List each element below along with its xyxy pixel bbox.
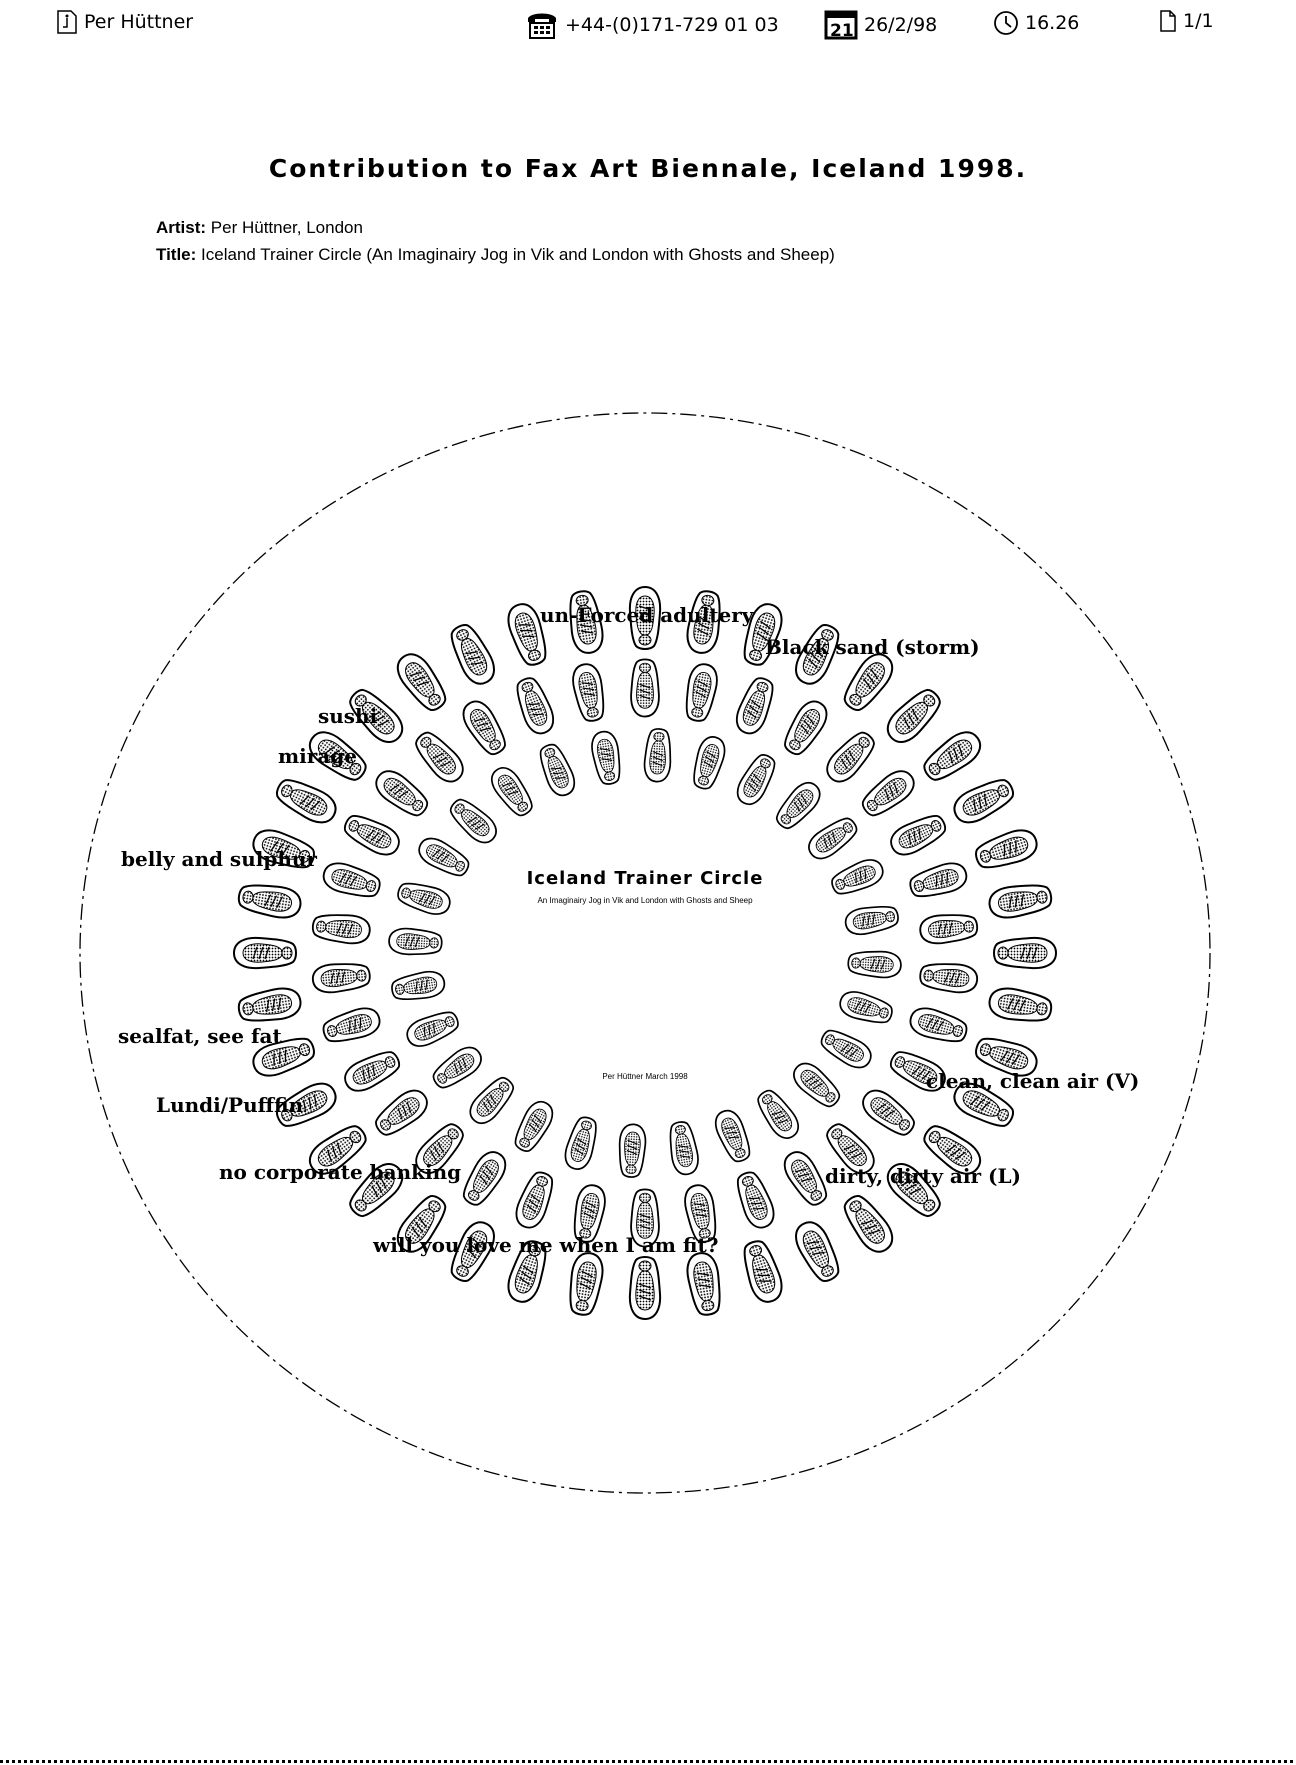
trainer-shoe <box>732 750 780 809</box>
trainer-shoe <box>458 696 512 759</box>
trainer-shoe <box>752 1086 803 1144</box>
label-un-forced-adultery: un-Forced adultery <box>540 603 754 627</box>
sender-field <box>56 10 193 34</box>
trainer-shoe <box>512 674 559 737</box>
trainer-shoe <box>370 1084 432 1141</box>
trainer-shoe <box>804 813 862 864</box>
document-title: Contribution to Fax Art Biennale, Iceland 1998. <box>268 154 1028 183</box>
trainer-shoe <box>848 950 902 979</box>
page-icon <box>1159 10 1177 32</box>
phone-number: +44-(0)171-729 01 03 <box>565 14 779 36</box>
label-black-sand: Black sand (storm) <box>765 635 980 659</box>
trainer-shoe <box>390 969 446 1003</box>
trainer-shoe <box>589 730 623 786</box>
trainer-shoe <box>732 1168 779 1231</box>
fax-sender-icon <box>56 10 78 34</box>
trainer-shoe <box>994 938 1056 968</box>
center-title: Iceland Trainer Circle <box>526 868 764 889</box>
calendar-icon <box>824 10 858 40</box>
trainer-shoe <box>987 881 1053 921</box>
page-count: 1/1 <box>1183 10 1214 32</box>
label-will-you-love-me: will you love me when I am fit? <box>373 1233 719 1257</box>
label-clean-air: clean, clean air (V) <box>926 1069 1140 1093</box>
trainer-shoe <box>445 620 500 689</box>
time-value: 16.26 <box>1025 12 1080 34</box>
page-count-field <box>1159 10 1214 32</box>
trainer-shoe <box>788 1058 844 1112</box>
sender-name: Per Hüttner <box>84 11 194 33</box>
trainer-shoe <box>666 1120 700 1176</box>
trainer-shoe <box>458 1147 512 1210</box>
trainer-shoe <box>779 696 833 759</box>
trainer-shoe <box>857 765 919 822</box>
trainer-shoe <box>881 683 946 748</box>
trainer-shoe <box>828 855 887 899</box>
label-dirty-air: dirty, dirty air (L) <box>825 1164 1021 1188</box>
trainer-shoe <box>817 1025 876 1073</box>
trainer-shoe <box>395 879 453 918</box>
trainer-shoe <box>919 912 978 945</box>
trainer-shoe <box>907 1004 969 1046</box>
shoe-rings <box>234 587 1056 1319</box>
work-title-label: Title: <box>156 245 197 264</box>
date-value: 26/2/98 <box>864 14 938 36</box>
artist-label: Artist: <box>156 218 207 237</box>
work-title-line <box>156 245 835 265</box>
trainer-shoe <box>370 765 432 822</box>
trainer-shoe <box>272 773 341 828</box>
trainer-shoe <box>630 1257 660 1319</box>
trainer-shoe <box>237 986 303 1026</box>
trainer-shoe <box>312 912 371 945</box>
trainer-shoe <box>388 928 442 957</box>
clock-icon <box>993 10 1019 36</box>
trainer-shoe <box>486 763 537 821</box>
trainer-shoe <box>512 1168 559 1231</box>
trainer-shoe <box>838 1190 899 1258</box>
trainer-shoe <box>919 961 978 994</box>
trainer-shoe <box>631 659 659 716</box>
trainer-shoe <box>711 1107 755 1166</box>
trainer-circle-artwork <box>70 395 1220 1515</box>
trainer-shoe <box>918 726 986 787</box>
trainer-shoe <box>972 826 1040 874</box>
trainer-shoe <box>644 728 673 782</box>
trainer-shoe <box>428 1042 486 1093</box>
trainer-shoe <box>685 1251 725 1317</box>
label-sealfat: sealfat, see fat <box>118 1024 282 1048</box>
label-mirage: mirage <box>278 744 357 768</box>
svg-text:21: 21 <box>830 21 854 40</box>
trainer-shoe <box>907 859 969 901</box>
artist-line <box>156 218 363 238</box>
trainer-shoe <box>682 662 720 723</box>
trainer-shoe <box>391 648 452 716</box>
trainer-shoe <box>837 988 895 1027</box>
trainer-shoe <box>403 1007 462 1051</box>
label-sushi: sushi <box>318 704 378 728</box>
trainer-shoe <box>732 674 779 737</box>
label-belly-and-sulphur: belly and sulphur <box>121 847 317 871</box>
trainer-shoe <box>320 1004 382 1046</box>
trainer-shoe <box>844 903 900 937</box>
trainer-shoe <box>340 1046 403 1096</box>
trainer-shoe <box>618 1124 647 1178</box>
artist-value: Per Hüttner, London <box>210 218 363 237</box>
label-no-corporate-banking: no corporate banking <box>219 1160 462 1184</box>
trainer-shoe <box>410 727 469 788</box>
trainer-shoe <box>949 773 1018 828</box>
trainer-shoe <box>510 1097 558 1156</box>
trainer-shoe <box>570 662 608 723</box>
trainer-shoe <box>566 1251 606 1317</box>
trainer-shoe <box>465 1072 519 1128</box>
date-field <box>824 10 937 40</box>
trainer-shoe <box>234 938 296 968</box>
trainer-shoe <box>562 1114 601 1172</box>
trainer-shoe <box>821 727 880 788</box>
trainer-shoe <box>535 741 579 800</box>
trainer-shoe <box>320 859 382 901</box>
trainer-shoe <box>414 833 473 881</box>
trainer-shoe <box>312 961 371 994</box>
time-field <box>993 10 1079 36</box>
page-bottom-rule <box>0 1760 1296 1763</box>
center-subtitle: An Imaginairy Jog in Vik and London with Ghosts and Sheep <box>537 896 753 905</box>
trainer-shoe <box>987 986 1053 1026</box>
trainer-shoe <box>340 810 403 860</box>
phone-field <box>525 10 779 40</box>
trainer-shoe <box>771 777 825 833</box>
label-lundi-pufffin: Lundi/Pufffin <box>156 1093 304 1117</box>
trainer-shoe <box>237 881 303 921</box>
trainer-shoe <box>738 1237 786 1305</box>
work-title-value: Iceland Trainer Circle (An Imaginairy Jog in Vik and London with Ghosts and Sheep) <box>201 245 835 264</box>
fax-header <box>0 8 1296 44</box>
trainer-shoe <box>790 1217 845 1286</box>
trainer-shoe <box>857 1084 919 1141</box>
trainer-shoe <box>886 810 949 860</box>
telephone-icon <box>525 10 559 40</box>
trainer-shoe <box>445 794 501 848</box>
trainer-shoe <box>689 734 728 792</box>
center-credit: Per Hüttner March 1998 <box>602 1072 688 1081</box>
